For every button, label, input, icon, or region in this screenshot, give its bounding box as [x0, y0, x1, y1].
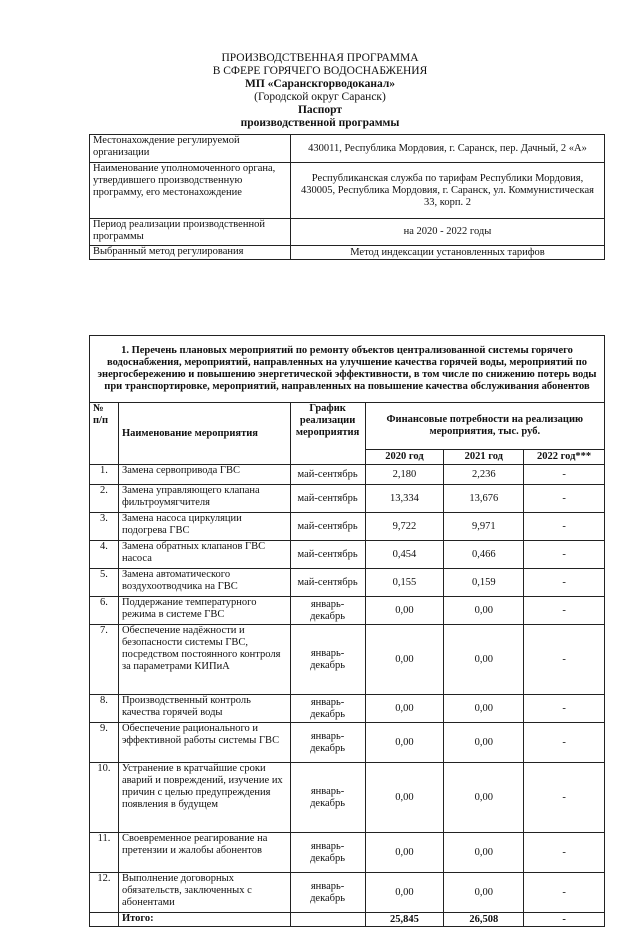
- row-value-2020: 0,00: [365, 695, 444, 723]
- row-value-2022: -: [524, 723, 605, 763]
- document-header: [0, 52, 640, 130]
- row-value-2021: 0,00: [444, 597, 524, 625]
- program-title: ПРОИЗВОДСТВЕННАЯ ПРОГРАММА: [221, 52, 419, 64]
- passport-value: Республиканская служба по тарифам Республики Мордовия, 430005, Республика Мордовия, г. Саранск, ул. Коммунистическая 33, корп. 2: [291, 163, 605, 219]
- total-empty-cell: [90, 913, 119, 927]
- header-number: № п/п: [90, 403, 119, 465]
- row-value-2021: 2,236: [444, 465, 524, 485]
- row-schedule: май-сентябрь: [290, 541, 365, 569]
- passport-row: [90, 246, 605, 260]
- table-row: [90, 465, 605, 485]
- row-value-2022: -: [524, 541, 605, 569]
- row-number: 7.: [90, 625, 119, 695]
- table-row: [90, 763, 605, 833]
- header-year-2020: 2020 год: [365, 450, 444, 465]
- row-value-2021: 0,00: [444, 873, 524, 913]
- row-value-2021: 0,00: [444, 625, 524, 695]
- row-name: Обеспечение рационального и эффективной работы системы ГВС: [118, 723, 290, 763]
- header-year-2022: 2022 год***: [524, 450, 605, 465]
- row-schedule: май-сентябрь: [290, 485, 365, 513]
- row-value-2022: -: [524, 873, 605, 913]
- row-value-2022: -: [524, 513, 605, 541]
- measures-table: [89, 335, 605, 927]
- table-header-row: [90, 403, 605, 450]
- row-name: Замена автоматического воздухоотводчика на ГВС: [118, 569, 290, 597]
- passport-title: Паспорт: [297, 104, 343, 116]
- total-label: Итого:: [118, 913, 290, 927]
- table-row: [90, 723, 605, 763]
- row-value-2022: -: [524, 465, 605, 485]
- row-value-2021: 0,466: [444, 541, 524, 569]
- program-subtitle: В СФЕРЕ ГОРЯЧЕГО ВОДОСНАБЖЕНИЯ: [212, 65, 428, 77]
- total-value-2022: -: [524, 913, 605, 927]
- passport-row: [90, 163, 605, 219]
- header-finance: Финансовые потребности на реализацию мероприятия, тыс. руб.: [365, 403, 604, 450]
- passport-value: на 2020 - 2022 годы: [291, 219, 605, 246]
- row-schedule: январь-декабрь: [290, 625, 365, 695]
- row-value-2020: 0,454: [365, 541, 444, 569]
- row-value-2020: 0,00: [365, 833, 444, 873]
- district-name: (Городской округ Саранск): [254, 91, 386, 103]
- table-row: [90, 513, 605, 541]
- row-value-2022: -: [524, 625, 605, 695]
- row-value-2020: 13,334: [365, 485, 444, 513]
- row-value-2021: 0,00: [444, 695, 524, 723]
- header-name: Наименование мероприятия: [118, 403, 290, 465]
- passport-row: [90, 135, 605, 163]
- header-year-2021: 2021 год: [444, 450, 524, 465]
- row-number: 8.: [90, 695, 119, 723]
- row-schedule: май-сентябрь: [290, 513, 365, 541]
- row-number: 6.: [90, 597, 119, 625]
- row-number: 2.: [90, 485, 119, 513]
- row-number: 3.: [90, 513, 119, 541]
- passport-label: Период реализации производственной программы: [90, 219, 291, 246]
- row-name: Своевременное реагирование на претензии и жалобы абонентов: [118, 833, 290, 873]
- row-number: 5.: [90, 569, 119, 597]
- row-value-2022: -: [524, 695, 605, 723]
- row-value-2021: 9,971: [444, 513, 524, 541]
- total-value-2021: 26,508: [444, 913, 524, 927]
- row-name: Устранение в кратчайшие сроки аварий и повреждений, изучение их причин с целью предупреждения появления в будущем: [118, 763, 290, 833]
- row-name: Обеспечение надёжности и безопасности системы ГВС, посредством постоянного контроля за параметрами КИПиА: [118, 625, 290, 695]
- row-value-2020: 2,180: [365, 465, 444, 485]
- row-name: Поддержание температурного режима в системе ГВС: [118, 597, 290, 625]
- table-row: [90, 597, 605, 625]
- table-row: [90, 541, 605, 569]
- row-value-2022: -: [524, 569, 605, 597]
- passport-row: [90, 219, 605, 246]
- passport-label: Наименование уполномоченного органа, утвердившего производственную программу, его местонахождение: [90, 163, 291, 219]
- row-name: Замена обратных клапанов ГВС насоса: [118, 541, 290, 569]
- row-value-2020: 0,00: [365, 873, 444, 913]
- row-value-2020: 0,00: [365, 723, 444, 763]
- header-schedule: График реализации мероприятия: [290, 403, 365, 465]
- row-value-2022: -: [524, 597, 605, 625]
- table-row: [90, 485, 605, 513]
- row-value-2020: 0,00: [365, 625, 444, 695]
- row-number: 4.: [90, 541, 119, 569]
- row-value-2020: 0,155: [365, 569, 444, 597]
- row-value-2022: -: [524, 833, 605, 873]
- section-title-row: [90, 336, 605, 403]
- passport-label: Выбранный метод регулирования: [90, 246, 291, 260]
- row-name: Производственный контроль качества горячей воды: [118, 695, 290, 723]
- row-value-2022: -: [524, 485, 605, 513]
- passport-label: Местонахождение регулируемой организации: [90, 135, 291, 163]
- row-name: Выполнение договорных обязательств, заключенных с абонентами: [118, 873, 290, 913]
- organization-name: МП «Саранскгорводоканал»: [244, 78, 396, 90]
- row-schedule: январь-декабрь: [290, 763, 365, 833]
- row-name: Замена насоса циркуляции подогрева ГВС: [118, 513, 290, 541]
- total-empty-cell: [290, 913, 365, 927]
- passport-value: 430011, Республика Мордовия, г. Саранск, пер. Дачный, 2 «А»: [291, 135, 605, 163]
- passport-value: Метод индексации установленных тарифов: [291, 246, 605, 260]
- row-name: Замена сервопривода ГВС: [118, 465, 290, 485]
- row-schedule: январь-декабрь: [290, 695, 365, 723]
- row-schedule: май-сентябрь: [290, 569, 365, 597]
- row-number: 11.: [90, 833, 119, 873]
- row-schedule: январь-декабрь: [290, 597, 365, 625]
- total-row: [90, 913, 605, 927]
- row-number: 10.: [90, 763, 119, 833]
- row-schedule: январь-декабрь: [290, 873, 365, 913]
- row-value-2021: 13,676: [444, 485, 524, 513]
- row-name: Замена управляющего клапана фильтроумягчителя: [118, 485, 290, 513]
- row-schedule: май-сентябрь: [290, 465, 365, 485]
- row-value-2020: 0,00: [365, 763, 444, 833]
- table-row: [90, 625, 605, 695]
- section-title: 1. Перечень плановых мероприятий по ремонту объектов централизованной системы горячего водоснабжения, мероприятий, направленных на улучшение качества горячей воды, мероприятий по энергосбережению и повышению энергетической эффективности, в том числе по снижению потерь воды при транспортировке, мероприятий, направленных на повышение качества обслуживания абонентов: [90, 336, 605, 403]
- passport-table: [89, 134, 605, 260]
- row-number: 9.: [90, 723, 119, 763]
- total-value-2020: 25,845: [365, 913, 444, 927]
- row-number: 1.: [90, 465, 119, 485]
- table-row: [90, 569, 605, 597]
- table-row: [90, 873, 605, 913]
- row-value-2021: 0,159: [444, 569, 524, 597]
- table-row: [90, 833, 605, 873]
- row-value-2022: -: [524, 763, 605, 833]
- row-value-2020: 0,00: [365, 597, 444, 625]
- passport-subtitle: производственной программы: [240, 117, 400, 129]
- row-value-2020: 9,722: [365, 513, 444, 541]
- row-schedule: январь-декабрь: [290, 833, 365, 873]
- row-value-2021: 0,00: [444, 723, 524, 763]
- row-value-2021: 0,00: [444, 763, 524, 833]
- row-schedule: январь-декабрь: [290, 723, 365, 763]
- row-number: 12.: [90, 873, 119, 913]
- table-row: [90, 695, 605, 723]
- row-value-2021: 0,00: [444, 833, 524, 873]
